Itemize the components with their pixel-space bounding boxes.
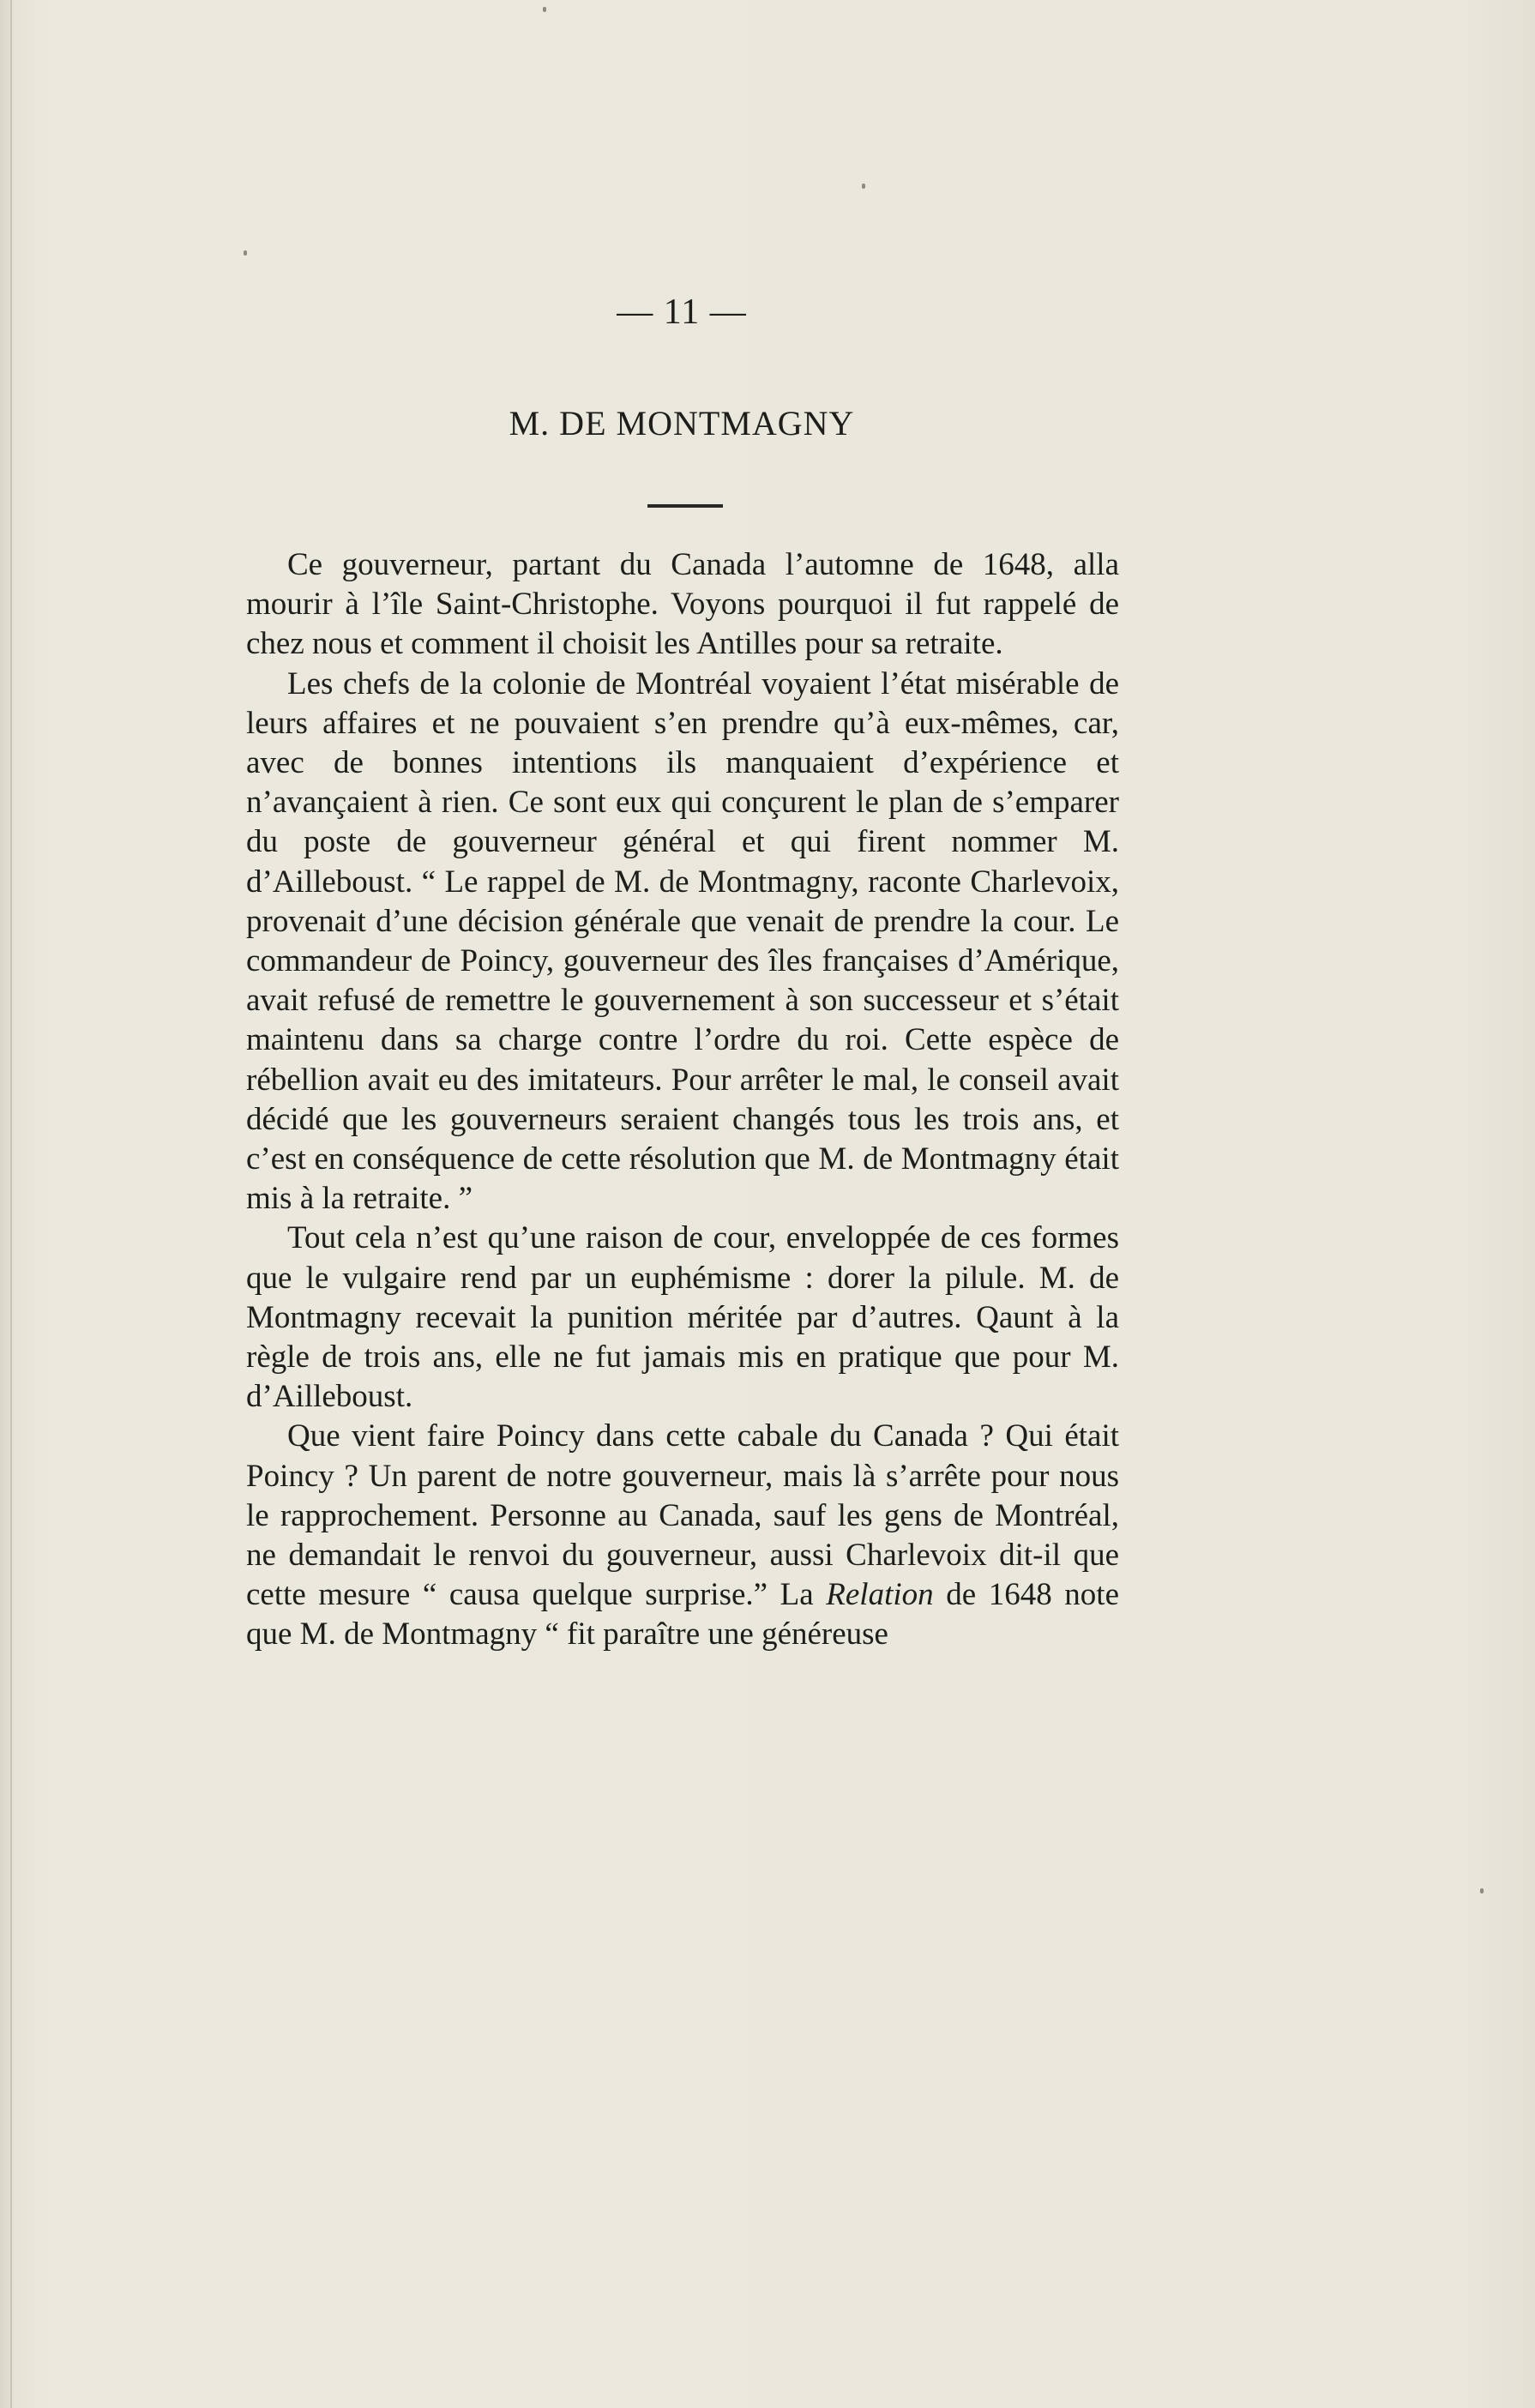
paragraph: Ce gouverneur, partant du Canada l’automne de 1648, alla mourir à l’île Saint-Christophe. Voyons pourquoi il fut rappelé de chez nous et comment il choisit les Antilles pour sa retraite.: [246, 547, 1119, 662]
chapter-title: M. DE MONTMAGNY: [509, 404, 855, 442]
paper-speck: [1480, 1888, 1484, 1893]
paper-speck: [244, 250, 247, 256]
paragraph: [246, 1417, 1119, 1654]
paragraph-text: de 1648 note que M. de Montmagny “ fit paraître une généreuse: [246, 1577, 1119, 1652]
paragraph: Les chefs de la colonie de Montréal voyaient l’état misérable de leurs affaires et ne pouvaient s’en prendre qu’à eux-mêmes, car, avec de bonnes intentions ils manquaient d’expérience et n’avançaient à rien. Ce sont eux qui conçurent le plan de s’emparer du poste de gouverneur général et qui firent nommer M. d’Ailleboust. “ Le rappel de M. de Montmagny, raconte Charlevoix, provenait d’une décision générale que venait de prendre la cour. Le commandeur de Poincy, gouverneur des îles françaises d’Amérique, avait refusé de remettre le gouvernement à son successeur et s’était maintenu dans sa charge contre l’ordre du roi. Cette espèce de rébellion avait eu des imitateurs. Pour arrêter le mal, le conseil avait décidé que les gouverneurs seraient changés tous les trois ans, et c’est en conséquence de cette résolution que M. de Montmagny était mis à la retraite. ”: [246, 665, 1119, 1217]
binding-gutter: [10, 0, 12, 2408]
paragraph-text: Que vient faire Poincy dans cette cabale du Canada ? Qui était Poincy ? Un parent de notre gouverneur, mais là s’arrête pour nous le rapprochement. Personne au Canada, sauf les gens de Montréal, ne demandait le renvoi du gouverneur, aussi Charlevoix dit-il que cette mesure “ causa quelque surprise.” La: [246, 1418, 1119, 1613]
page-number: — 11 —: [617, 292, 747, 332]
body-text: [246, 545, 1119, 1655]
paper-speck: [543, 7, 546, 12]
title-divider: [647, 504, 723, 508]
paragraph: Tout cela n’est qu’une raison de cour, enveloppée de ces formes que le vulgaire rend par un euphémisme : dorer la pilule. M. de Montmagny recevait la punition méritée par d’autres. Qaunt à la règle de trois ans, elle ne fut jamais mis en pratique que pour M. d’Ailleboust.: [246, 1220, 1119, 1415]
paper-speck: [862, 184, 865, 189]
italic-title: Relation: [826, 1577, 934, 1613]
